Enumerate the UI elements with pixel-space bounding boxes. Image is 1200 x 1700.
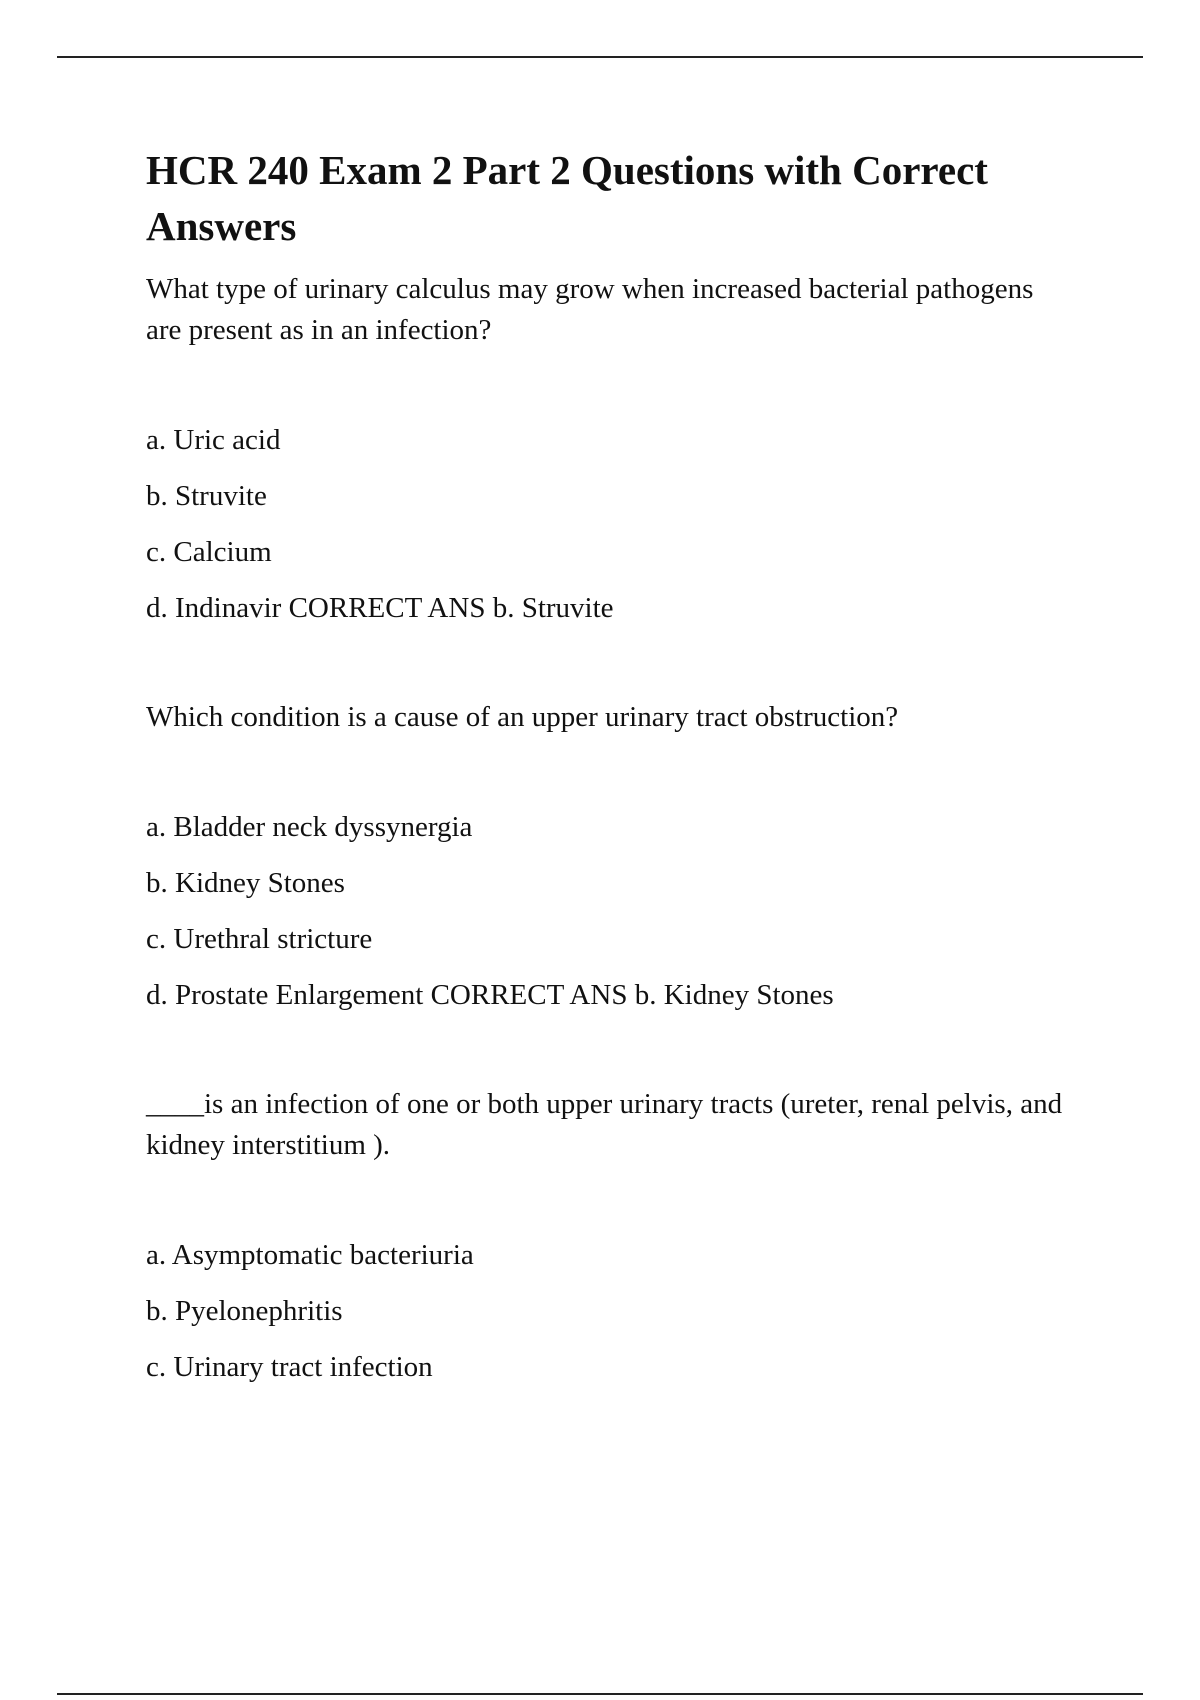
correct-answer: CORRECT ANS b. Kidney Stones <box>430 979 834 1011</box>
option-text: d. Indinavir <box>146 592 282 624</box>
document-body <box>146 142 1076 1388</box>
question-prompt: What type of urinary calculus may grow when increased bacterial pathogens are present as in an infection? <box>146 273 1034 346</box>
option-item: c. Urinary tract infection <box>146 1351 433 1383</box>
option-item: b. Kidney Stones <box>146 867 345 899</box>
correct-answer: CORRECT ANS b. Struvite <box>288 592 614 624</box>
option-item: a. Bladder neck dyssynergia <box>146 811 473 843</box>
top-rule <box>57 56 1143 58</box>
question-2 <box>146 697 1076 1016</box>
option-item: b. Struvite <box>146 480 267 512</box>
option-list <box>146 1234 1076 1388</box>
document-title: HCR 240 Exam 2 Part 2 Questions with Correct Answers <box>146 147 988 249</box>
question-prompt: ____is an infection of one or both upper urinary tracts (ureter, renal pelvis, and kidney interstitium ). <box>146 1088 1063 1161</box>
question-prompt: Which condition is a cause of an upper urinary tract obstruction? <box>146 701 899 733</box>
option-item: a. Uric acid <box>146 424 281 456</box>
option-item: b. Pyelonephritis <box>146 1295 343 1327</box>
option-list <box>146 419 1076 629</box>
option-item: c. Calcium <box>146 536 272 568</box>
question-3 <box>146 1084 1076 1388</box>
option-item: c. Urethral stricture <box>146 923 373 955</box>
option-item-with-answer <box>146 974 1076 1016</box>
bottom-rule <box>57 1693 1143 1695</box>
option-item: a. Asymptomatic bacteriuria <box>146 1239 474 1271</box>
option-list <box>146 806 1076 1016</box>
option-item-with-answer <box>146 587 1076 629</box>
option-text: d. Prostate Enlargement <box>146 979 424 1011</box>
question-1 <box>146 269 1076 629</box>
